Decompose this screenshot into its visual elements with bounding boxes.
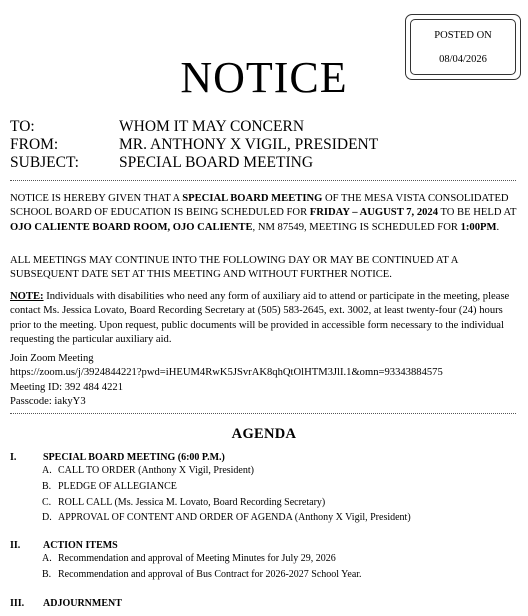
continuation-paragraph — [10, 254, 518, 283]
zoom-heading: Join Zoom Meeting — [10, 353, 94, 364]
section-number: I. — [10, 452, 17, 463]
zoom-meeting-id: Meeting ID: 392 484 4221 — [10, 381, 123, 393]
stamp-label: POSTED ON — [434, 30, 492, 41]
section-title: ACTION ITEMS — [43, 540, 118, 551]
item-letter: D. — [42, 512, 52, 523]
notice-text: OF THE MESA VISTA CONSOLIDATED SCHOOL BOARD OF EDUCATION IS BEING SCHEDULED FOR — [10, 193, 509, 219]
subject-value: SPECIAL BOARD MEETING — [119, 154, 314, 171]
item-text: ROLL CALL (Ms. Jessica M. Lovato, Board Recording Secretary) — [58, 497, 326, 508]
meeting-type: SPECIAL BOARD MEETING — [182, 193, 323, 204]
note-label: NOTE: — [10, 291, 44, 302]
from-value: MR. ANTHONY X VIGIL, PRESIDENT — [119, 136, 379, 153]
item-text: CALL TO ORDER (Anthony X Vigil, President) — [58, 465, 254, 476]
accessibility-note — [10, 290, 518, 348]
section-number: II. — [10, 540, 21, 551]
notice-text: TO BE HELD AT — [438, 207, 517, 219]
subject-label: SUBJECT: — [10, 154, 79, 171]
to-value: WHOM IT MAY CONCERN — [119, 118, 305, 135]
notice-text: , NM 87549, MEETING IS SCHEDULED FOR — [252, 221, 461, 233]
item-letter: B. — [42, 569, 52, 580]
from-label: FROM: — [10, 136, 59, 153]
divider-top — [10, 180, 516, 181]
notice-text: . — [496, 221, 500, 233]
meeting-time: 1:00PM — [460, 221, 497, 233]
section-number: III. — [10, 598, 25, 609]
continuation-text: ALL MEETINGS MAY CONTINUE INTO THE FOLLOWING DAY OR MAY BE CONTINUED AT A SUBSEQUENT DATE SET AT THIS MEETING AND WITHOUT FURTHER NOTICE. — [10, 255, 458, 281]
zoom-passcode: Passcode: iakyY3 — [10, 396, 86, 408]
meeting-date: FRIDAY – AUGUST 7, 2024 — [309, 207, 439, 219]
meeting-location: OJO CALIENTE BOARD ROOM, OJO CALIENTE — [10, 221, 253, 233]
section-title: ADJOURNMENT — [43, 598, 122, 609]
item-text: PLEDGE OF ALLEGIANCE — [58, 481, 177, 492]
section-title: SPECIAL BOARD MEETING (6:00 P.M.) — [43, 452, 225, 463]
item-text: Recommendation and approval of Meeting Minutes for July 29, 2026 — [58, 553, 336, 564]
notice-paragraph — [10, 192, 518, 235]
stamp-date: 08/04/2026 — [439, 54, 487, 65]
item-letter: C. — [42, 497, 52, 508]
to-label: TO: — [10, 118, 35, 135]
item-text: Recommendation and approval of Bus Contract for 2026-2027 School Year. — [58, 569, 362, 580]
item-letter: A. — [42, 553, 52, 564]
zoom-link[interactable]: https://zoom.us/j/3924844221?pwd=iHEUM4RwK5JSvrAK8qhQtOlHTM3JlI.1&omn=93343884575 — [10, 367, 443, 379]
note-text: Individuals with disabilities who need any form of auxiliary aid to attend or participate in the meeting, please contact Ms. Jessica Lovato, Board Recording Secretary at (505) 583-2645, ext. 3002, at least twenty-four (24) hours prior to the meeting. Upon request, public documents will be provided in accessible form necessary to the individual requesting the particular auxiliary aid. — [10, 291, 510, 346]
notice-text: NOTICE IS HEREBY GIVEN THAT A — [10, 193, 183, 204]
divider-bottom — [10, 413, 516, 414]
notice-title: NOTICE — [180, 53, 348, 102]
zoom-info — [10, 352, 518, 410]
item-letter: A. — [42, 465, 52, 476]
agenda-title: AGENDA — [231, 426, 297, 442]
item-text: APPROVAL OF CONTENT AND ORDER OF AGENDA (Anthony X Vigil, President) — [58, 512, 411, 523]
item-letter: B. — [42, 481, 52, 492]
